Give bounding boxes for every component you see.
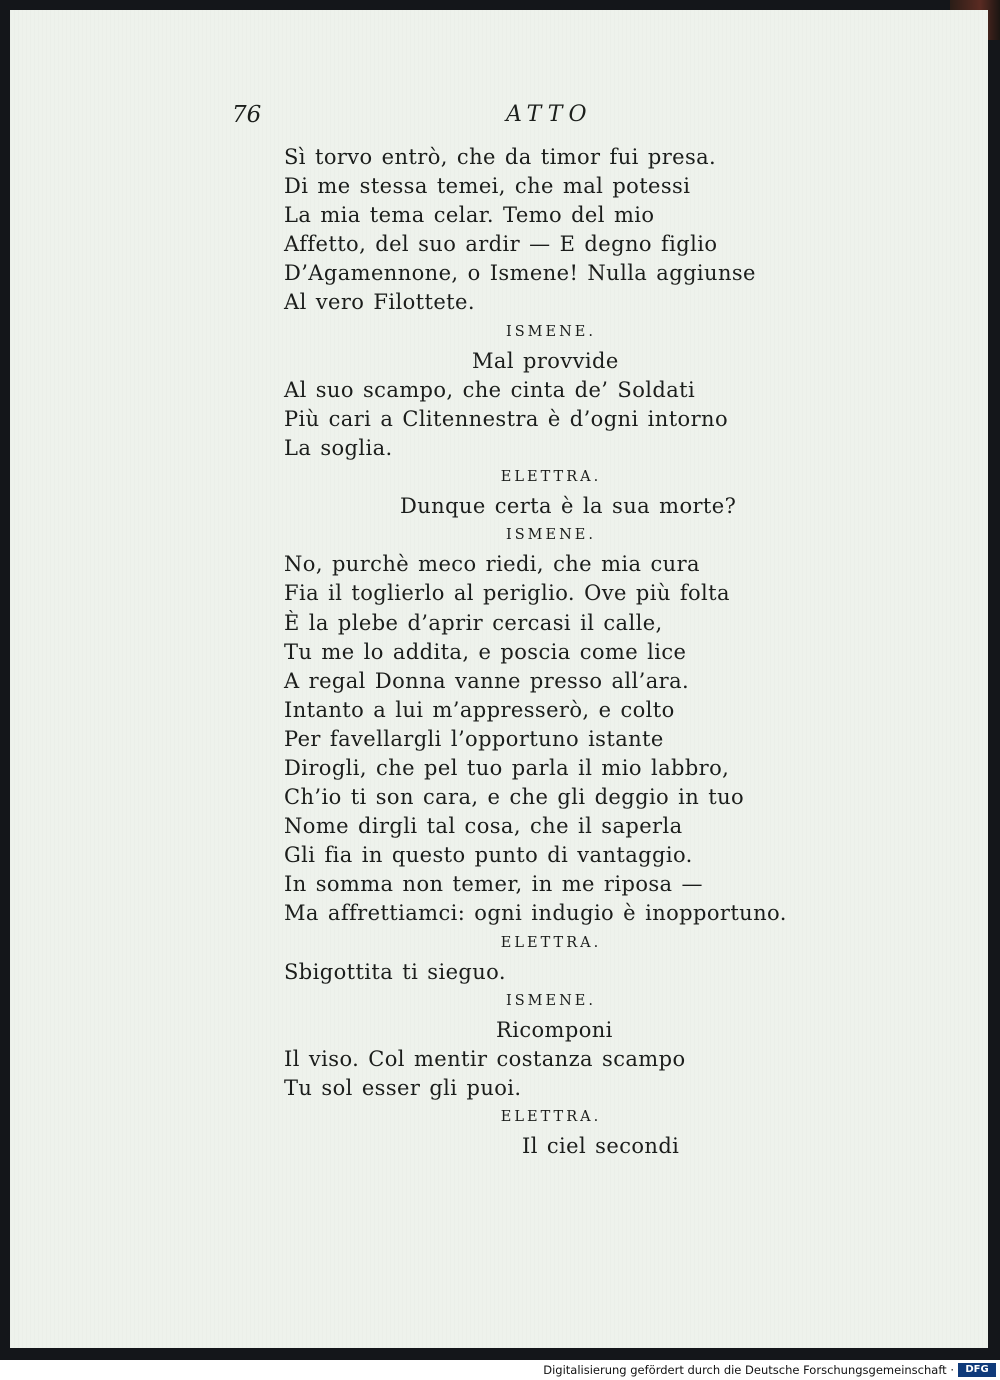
verse-line: Fia il toglierlo al periglio. Ove più folta <box>284 581 730 606</box>
speaker-name: ELETTRA. <box>500 469 602 486</box>
running-head: ATTO <box>506 102 593 127</box>
dfg-logo: DFG <box>958 1363 996 1377</box>
verse-line: È la plebe d’aprir cercasi il calle, <box>284 610 663 635</box>
verse-line: In somma non temer, in me riposa — <box>284 872 703 897</box>
verse-line: Sì torvo entrò, che da timor fui presa. <box>284 145 717 169</box>
verse-line: Ricomponi <box>496 1017 613 1042</box>
verse-line: Dirogli, che pel tuo parla il mio labbro, <box>284 755 730 780</box>
verse-line: Mal provvide <box>472 348 619 373</box>
verse-line: No, purchè meco riedi, che mia cura <box>284 552 700 577</box>
verse-line: Intanto a lui m’appresserò, e colto <box>284 697 675 722</box>
verse-line: Per favellargli l’opportuno istante <box>284 726 664 751</box>
page-number: 76 <box>232 102 262 128</box>
verse-line: Gli fia in questo punto di vantaggio. <box>284 843 693 868</box>
digitization-footer <box>0 1360 1000 1380</box>
verse-line: La soglia. <box>284 435 393 460</box>
funding-credit: Digitalisierung gefördert durch die Deutsche Forschungsgemeinschaft · <box>543 1363 954 1377</box>
verse-line: Tu me lo addita, e poscia come lice <box>284 639 687 664</box>
verse-line: A regal Donna vanne presso all’ara. <box>284 668 690 693</box>
verse-line: Al suo scampo, che cinta de’ Soldati <box>284 377 696 402</box>
speaker-name: ELETTRA. <box>500 934 602 951</box>
page-header <box>10 94 988 134</box>
verse-line: Al vero Filottete. <box>284 290 475 315</box>
verse-line: Ch’io ti son cara, e che gli deggio in tuo <box>284 785 745 810</box>
speaker-name: ELETTRA. <box>500 1109 602 1126</box>
verse-line: Di me stessa temei, che mal potessi <box>284 174 691 199</box>
verse-line: La mia tema celar. Temo del mio <box>284 203 655 228</box>
book-page <box>10 10 988 1348</box>
verse-line: Sbigottita ti sieguo. <box>284 959 506 984</box>
verse-line: Il ciel secondi <box>522 1134 680 1159</box>
verse-line: Affetto, del suo ardir — E degno figlio <box>284 232 718 257</box>
verse-line: D’Agamennone, o Ismene! Nulla aggiunse <box>284 261 756 286</box>
verse-line: Nome dirgli tal cosa, che il saperla <box>284 814 683 839</box>
verse-line: Dunque certa è la sua morte? <box>400 494 737 519</box>
verse-line: Tu sol esser gli puoi. <box>284 1076 522 1100</box>
verse-line: Ma affrettiamci: ogni indugio è inopportuno. <box>284 901 787 926</box>
speaker-name: ISMENE. <box>506 992 596 1009</box>
speaker-name: ISMENE. <box>506 323 596 340</box>
verse-line: Il viso. Col mentir costanza scampo <box>284 1046 686 1071</box>
verse-text-block <box>284 143 804 1161</box>
speaker-name: ISMENE. <box>506 527 596 544</box>
verse-line: Più cari a Clitennestra è d’ogni intorno <box>284 406 729 431</box>
